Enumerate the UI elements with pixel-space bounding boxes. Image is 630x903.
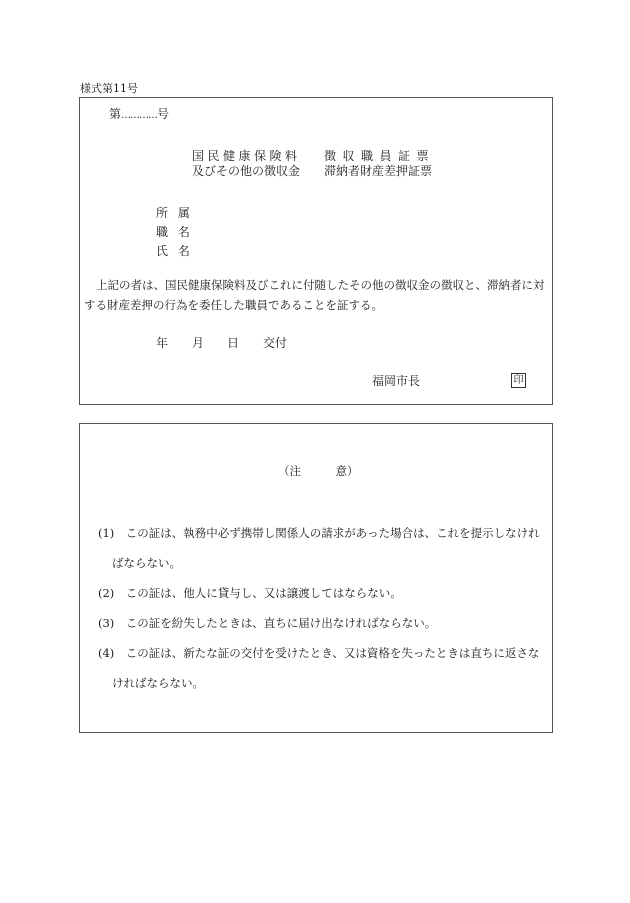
certification-text-line-1: 上記の者は、国民健康保険料及びこれに付随したその他の徴収金の徴収と、滞納者に対 (96, 278, 545, 292)
title-left-2: 及びその他の徴収金 (192, 164, 301, 178)
title-right-2: 滞納者財産差押証票 (324, 164, 433, 178)
title-right-1: 徴収職員証票 (324, 149, 436, 163)
certificate-number (109, 108, 169, 121)
seal-mark: 印 (511, 373, 526, 388)
title-left-1: 国民健康保険料 (192, 149, 301, 163)
note-4-line-1: (4) この証は、新たな証の交付を受けたとき、又は資格を失ったときは直ちに返さな (98, 646, 540, 660)
note-1-line-1: (1) この証は、執務中必ず携帯し関係人の請求があった場合は、これを提示しなけれ (98, 526, 540, 540)
issuer-name: 福岡市長 (372, 374, 421, 388)
certificate-card (79, 97, 553, 405)
notes-heading: （注 意） (278, 464, 359, 478)
note-1-line-2: ばならない。 (112, 556, 181, 570)
notes-box (79, 423, 553, 733)
note-3: (3) この証を紛失したときは、直ちに届け出なければならない。 (98, 616, 437, 630)
number-dots: ………… (121, 110, 158, 121)
date-month: 月 (192, 336, 205, 350)
date-day: 日 (227, 336, 240, 350)
field-name-label: 氏 名 (156, 244, 193, 258)
certification-text-line-2: する財産差押の行為を委任した職員であることを証する。 (84, 298, 383, 312)
number-suffix: 号 (157, 107, 170, 121)
date-year: 年 (156, 336, 169, 350)
date-issue: 交付 (263, 336, 288, 350)
field-affiliation-label: 所 属 (156, 206, 193, 220)
field-position-label: 職 名 (156, 225, 193, 239)
note-2: (2) この証は、他人に貸与し、又は譲渡してはならない。 (98, 586, 402, 600)
form-label: 様式第11号 (80, 82, 138, 95)
number-prefix: 第 (109, 107, 122, 121)
note-4-line-2: ければならない。 (112, 676, 204, 690)
